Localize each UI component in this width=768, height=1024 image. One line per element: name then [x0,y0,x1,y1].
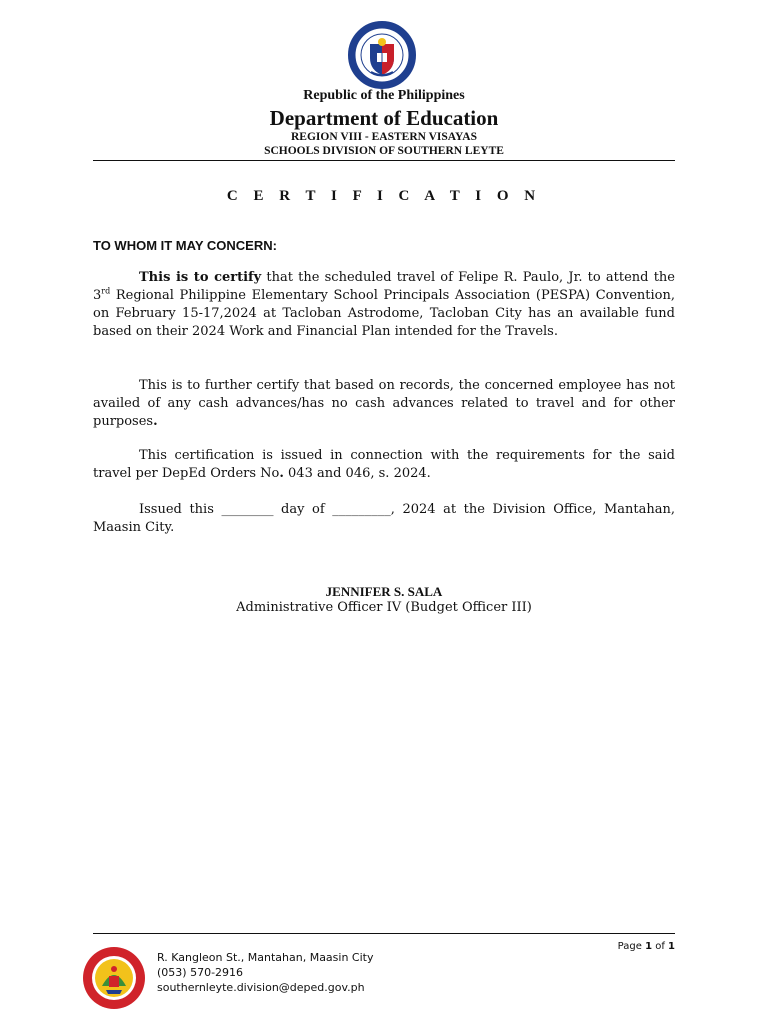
paragraph-certify: This is to certify that the scheduled travel of Felipe R. Paulo, Jr. to attend the 3rd Regional Philippine Elementary School Principals Association (PESPA) Convention, on February 15-17,2024 at Tacloban Astrodome, Tacloban City has an available fund based on their 2024 Work and Financial Plan intended for the Travels. [93,270,675,339]
footer-address: R. Kangleon St., Mantahan, Maasin City [157,951,374,964]
certify-lead: This is to certify [139,270,262,285]
deped-seal-icon [341,20,423,90]
footer-phone: (053) 570-2916 [157,966,244,979]
footer-divider [93,933,675,934]
salutation: TO WHOM IT MAY CONCERN: [93,238,277,253]
header-division: SCHOOLS DIVISION OF SOUTHERN LEYTE [264,145,504,157]
signatory-name: JENNIFER S. SALA [325,584,443,599]
header-department: Department of Education [269,106,499,130]
paragraph-issued-date: Issued this ________ day of _________, 2024 at the Division Office, Mantahan, Maasin City. [93,502,675,535]
paragraph-issued-connection: This certification is issued in connection with the requirements for the said travel per DepEd Orders No. 043 and 046, s. 2024. [93,448,675,481]
header-republic: Republic of the Philippines [303,88,465,103]
page-number: Page 1 of 1 [617,941,675,952]
header-region: REGION VIII - EASTERN VISAYAS [291,131,477,143]
footer-contact [157,950,374,995]
document-title: C E R T I F I C A T I O N [226,188,542,204]
signatory-title: Administrative Officer IV (Budget Officer III) [236,600,532,615]
sdo-southern-leyte-logo-icon [82,946,146,1010]
footer-email: southernleyte.division@deped.gov.ph [157,981,365,994]
paragraph-further-certify: This is to further certify that based on records, the concerned employee has not availed of any cash advances/has no cash advances related to travel and for other purposes. [93,378,675,429]
header-divider [93,160,675,161]
